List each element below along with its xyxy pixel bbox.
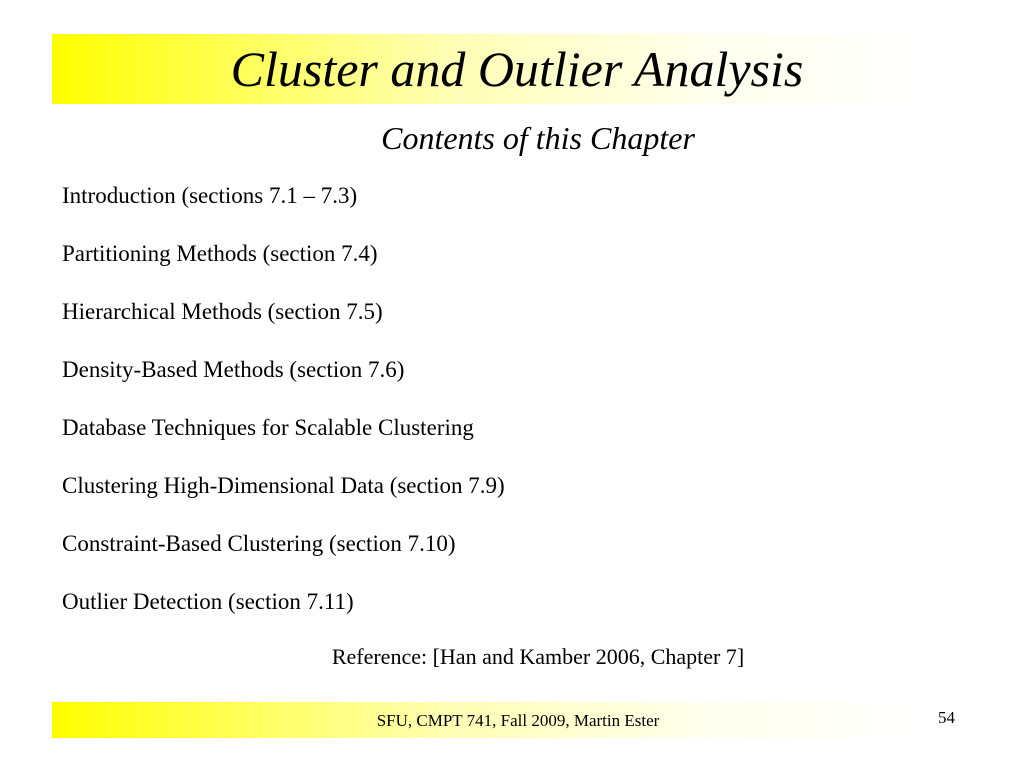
contents-item: Hierarchical Methods (section 7.5) — [62, 299, 383, 324]
contents-item: Outlier Detection (section 7.11) — [62, 589, 354, 614]
contents-item: Database Techniques for Scalable Clustering — [62, 415, 474, 440]
contents-item: Partitioning Methods (section 7.4) — [62, 241, 378, 266]
reference-note: Reference: [Han and Kamber 2006, Chapter 7] — [331, 644, 745, 669]
contents-item: Density-Based Methods (section 7.6) — [62, 357, 405, 382]
contents-item: Clustering High-Dimensional Data (section 7.9) — [62, 473, 505, 498]
contents-item: Constraint-Based Clustering (section 7.10) — [62, 531, 456, 556]
page-number: 54 — [938, 708, 955, 727]
contents-item: Introduction (sections 7.1 – 7.3) — [62, 183, 358, 208]
footer-text: SFU, CMPT 741, Fall 2009, Martin Ester — [376, 711, 660, 730]
contents-list — [62, 178, 505, 642]
slide-subtitle: Contents of this Chapter — [381, 120, 695, 156]
slide-title: Cluster and Outlier Analysis — [230, 41, 804, 97]
